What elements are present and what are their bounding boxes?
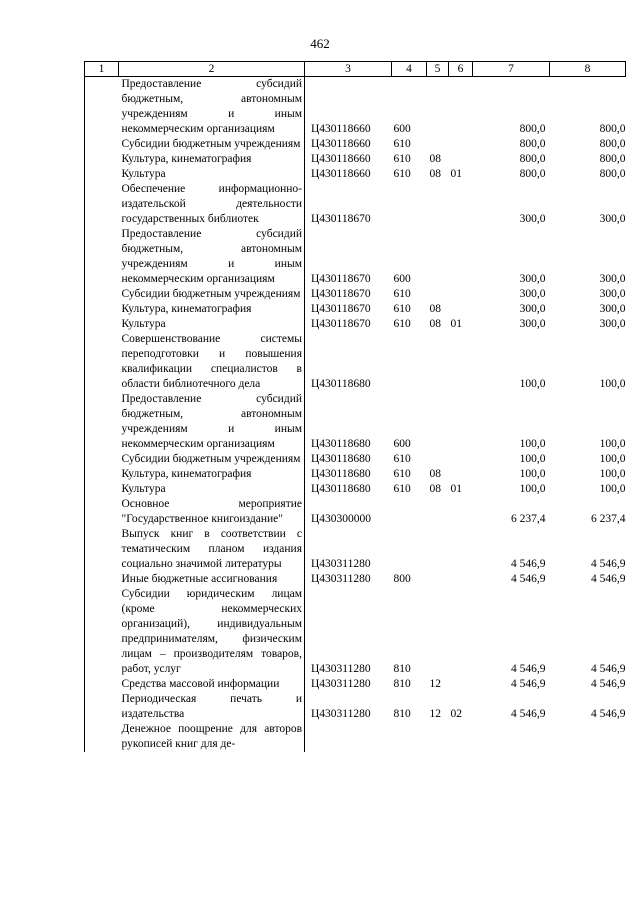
row-blank-cell — [85, 467, 119, 482]
row-name: Денежное поощрение для авторов рукописей книг для де- — [119, 722, 305, 752]
row-subsection — [449, 677, 473, 692]
row-blank-cell — [85, 452, 119, 467]
row-target-code: Ц430118680 — [311, 453, 371, 465]
row-subsection: 02 — [450, 708, 462, 720]
row-expense-type — [392, 182, 427, 227]
row-name: Субсидии бюджетным учреждениям — [119, 137, 305, 152]
row-blank-cell — [85, 227, 119, 287]
row-expense-type: 610 — [393, 288, 411, 300]
row-amount-col8 — [550, 722, 626, 752]
row-blank-cell — [85, 182, 119, 227]
budget-table — [84, 61, 626, 752]
row-subsection — [449, 587, 473, 677]
row-target-code: Ц430311280 — [311, 708, 371, 720]
table-row — [85, 587, 626, 677]
table-row — [85, 527, 626, 572]
row-section — [427, 392, 449, 452]
row-amount-col7: 800,0 — [519, 123, 546, 135]
header-col-4: 4 — [392, 62, 427, 77]
row-amount-col7: 4 546,9 — [511, 708, 546, 720]
row-expense-type: 600 — [393, 123, 411, 135]
row-name: Основное мероприятие "Государственное книгоиздание" — [119, 497, 305, 527]
row-subsection — [449, 497, 473, 527]
row-amount-col8: 6 237,4 — [591, 513, 626, 525]
row-amount-col7: 4 546,9 — [511, 678, 546, 690]
row-expense-type — [392, 722, 427, 752]
row-amount-col7: 4 546,9 — [511, 663, 546, 675]
row-subsection — [449, 332, 473, 392]
row-amount-col8: 300,0 — [599, 288, 626, 300]
table-row — [85, 692, 626, 722]
table-row — [85, 572, 626, 587]
row-target-code: Ц430118660 — [311, 153, 371, 165]
row-subsection: 01 — [450, 168, 462, 180]
row-blank-cell — [85, 167, 119, 182]
row-name: Культура — [119, 482, 305, 497]
table-row — [85, 317, 626, 332]
row-target-code: Ц430311280 — [311, 663, 371, 675]
row-blank-cell — [85, 302, 119, 317]
row-section — [427, 332, 449, 392]
row-name: Субсидии юридическим лицам (кроме некоммерческих организаций), индивидуальным предпринимателям, физическим лицам – производителям товаров, работ, услуг — [119, 587, 305, 677]
row-expense-type — [392, 527, 427, 572]
row-name: Иные бюджетные ассигнования — [119, 572, 305, 587]
row-blank-cell — [85, 332, 119, 392]
row-amount-col8: 4 546,9 — [591, 708, 626, 720]
row-target-code: Ц430311280 — [311, 678, 371, 690]
page-number: 462 — [310, 36, 330, 51]
row-subsection — [449, 392, 473, 452]
row-amount-col7: 300,0 — [519, 318, 546, 330]
row-name: Периодическая печать и издательства — [119, 692, 305, 722]
row-name: Предоставление субсидий бюджетным, автономным учреждениям и иным некоммерческим организациям — [119, 77, 305, 138]
table-row — [85, 167, 626, 182]
row-name: Культура, кинематография — [119, 152, 305, 167]
row-amount-col8: 800,0 — [599, 168, 626, 180]
table-row — [85, 287, 626, 302]
header-col-1: 1 — [85, 62, 119, 77]
row-subsection — [449, 722, 473, 752]
row-section — [427, 227, 449, 287]
row-name: Культура, кинематография — [119, 302, 305, 317]
table-row — [85, 497, 626, 527]
row-amount-col7: 4 546,9 — [511, 558, 546, 570]
row-section: 12 — [429, 678, 441, 690]
row-amount-col8: 4 546,9 — [591, 558, 626, 570]
row-blank-cell — [85, 587, 119, 677]
row-target-code: Ц430311280 — [311, 573, 371, 585]
row-subsection — [449, 527, 473, 572]
row-expense-type: 610 — [393, 303, 411, 315]
row-name: Субсидии бюджетным учреждениям — [119, 452, 305, 467]
row-amount-col7: 800,0 — [519, 168, 546, 180]
row-amount-col8: 100,0 — [599, 483, 626, 495]
row-blank-cell — [85, 722, 119, 752]
header-col-3: 3 — [305, 62, 392, 77]
header-col-5: 5 — [427, 62, 449, 77]
table-row — [85, 677, 626, 692]
row-target-code: Ц430311280 — [311, 558, 371, 570]
row-name: Культура — [119, 317, 305, 332]
row-name: Обеспечение информационно-издательской деятельности государственных библиотек — [119, 182, 305, 227]
row-expense-type: 600 — [393, 438, 411, 450]
row-target-code: Ц430300000 — [311, 513, 372, 525]
row-section — [427, 287, 449, 302]
row-amount-col8: 300,0 — [599, 213, 626, 225]
row-amount-col8: 800,0 — [599, 153, 626, 165]
row-expense-type: 610 — [393, 138, 411, 150]
row-name: Предоставление субсидий бюджетным, автономным учреждениям и иным некоммерческим организациям — [119, 227, 305, 287]
row-name: Совершенствование системы переподготовки и повышения квалификации специалистов в области библиотечного дела — [119, 332, 305, 392]
table-row — [85, 152, 626, 167]
row-blank-cell — [85, 137, 119, 152]
row-blank-cell — [85, 152, 119, 167]
row-section — [427, 497, 449, 527]
row-amount-col8: 4 546,9 — [591, 663, 626, 675]
row-amount-col7: 4 546,9 — [511, 573, 546, 585]
row-amount-col8: 100,0 — [599, 378, 626, 390]
header-col-2: 2 — [119, 62, 305, 77]
row-section — [427, 452, 449, 467]
row-amount-col8: 300,0 — [599, 303, 626, 315]
row-amount-col7: 6 237,4 — [511, 513, 546, 525]
row-subsection — [449, 227, 473, 287]
row-amount-col7: 300,0 — [519, 273, 546, 285]
row-amount-col8: 100,0 — [599, 453, 626, 465]
row-expense-type: 610 — [393, 468, 411, 480]
row-target-code: Ц430118670 — [311, 213, 371, 225]
row-subsection — [449, 152, 473, 167]
row-name: Предоставление субсидий бюджетным, автономным учреждениям и иным некоммерческим организациям — [119, 392, 305, 452]
row-amount-col7: 800,0 — [519, 153, 546, 165]
row-section — [427, 572, 449, 587]
row-subsection — [449, 302, 473, 317]
table-row — [85, 722, 626, 752]
row-subsection — [449, 77, 473, 138]
row-blank-cell — [85, 677, 119, 692]
row-expense-type: 610 — [393, 318, 411, 330]
row-amount-col7: 300,0 — [519, 213, 546, 225]
row-blank-cell — [85, 572, 119, 587]
row-target-code — [305, 722, 392, 752]
row-amount-col7: 100,0 — [519, 378, 546, 390]
row-target-code: Ц430118670 — [311, 303, 371, 315]
row-subsection — [449, 182, 473, 227]
row-target-code: Ц430118670 — [311, 318, 371, 330]
row-blank-cell — [85, 287, 119, 302]
row-blank-cell — [85, 392, 119, 452]
row-expense-type: 600 — [393, 273, 411, 285]
row-amount-col7: 100,0 — [519, 453, 546, 465]
row-blank-cell — [85, 497, 119, 527]
table-row — [85, 137, 626, 152]
table-row — [85, 392, 626, 452]
row-subsection — [449, 287, 473, 302]
row-subsection: 01 — [450, 318, 462, 330]
row-amount-col7: 300,0 — [519, 288, 546, 300]
row-amount-col8: 300,0 — [599, 273, 626, 285]
row-expense-type — [392, 332, 427, 392]
row-name: Субсидии бюджетным учреждениям — [119, 287, 305, 302]
table-row — [85, 467, 626, 482]
table-row — [85, 182, 626, 227]
row-amount-col7: 800,0 — [519, 138, 546, 150]
row-amount-col8: 100,0 — [599, 438, 626, 450]
row-section — [427, 527, 449, 572]
row-name: Средства массовой информации — [119, 677, 305, 692]
row-target-code: Ц430118670 — [311, 273, 371, 285]
row-section: 08 — [429, 318, 441, 330]
row-target-code: Ц430118670 — [311, 288, 371, 300]
row-expense-type: 610 — [393, 153, 411, 165]
row-expense-type: 810 — [393, 678, 411, 690]
row-amount-col7: 100,0 — [519, 438, 546, 450]
row-subsection: 01 — [450, 483, 462, 495]
table-row — [85, 302, 626, 317]
row-expense-type: 810 — [393, 708, 411, 720]
row-blank-cell — [85, 692, 119, 722]
header-col-8: 8 — [550, 62, 626, 77]
row-expense-type: 610 — [393, 168, 411, 180]
row-blank-cell — [85, 482, 119, 497]
row-target-code: Ц430118680 — [311, 483, 371, 495]
row-section — [427, 722, 449, 752]
row-section: 12 — [429, 708, 441, 720]
row-name: Культура, кинематография — [119, 467, 305, 482]
row-section: 08 — [429, 303, 441, 315]
row-expense-type: 610 — [393, 483, 411, 495]
row-amount-col7: 100,0 — [519, 483, 546, 495]
row-subsection — [449, 452, 473, 467]
row-name: Выпуск книг в соответствии с тематическим планом издания социально значимой литературы — [119, 527, 305, 572]
header-row — [85, 62, 626, 77]
row-amount-col7: 300,0 — [519, 303, 546, 315]
row-target-code: Ц430118680 — [311, 438, 371, 450]
row-section: 08 — [429, 483, 441, 495]
table-row — [85, 482, 626, 497]
row-target-code: Ц430118660 — [311, 168, 371, 180]
row-amount-col8: 100,0 — [599, 468, 626, 480]
row-blank-cell — [85, 317, 119, 332]
row-section — [427, 137, 449, 152]
row-section — [427, 77, 449, 138]
table-row — [85, 332, 626, 392]
row-expense-type: 810 — [393, 663, 411, 675]
row-amount-col8: 4 546,9 — [591, 573, 626, 585]
row-name: Культура — [119, 167, 305, 182]
row-amount-col8: 800,0 — [599, 123, 626, 135]
table-row — [85, 77, 626, 138]
row-subsection — [449, 572, 473, 587]
row-target-code: Ц430118660 — [311, 138, 371, 150]
row-subsection — [449, 467, 473, 482]
row-target-code: Ц430118660 — [311, 123, 371, 135]
row-amount-col7 — [473, 722, 550, 752]
row-section: 08 — [429, 468, 441, 480]
row-subsection — [449, 137, 473, 152]
table-row — [85, 452, 626, 467]
row-expense-type: 610 — [393, 453, 411, 465]
row-blank-cell — [85, 527, 119, 572]
header-col-6: 6 — [449, 62, 473, 77]
row-amount-col7: 100,0 — [519, 468, 546, 480]
table-body — [85, 77, 626, 753]
row-expense-type — [392, 497, 427, 527]
row-amount-col8: 300,0 — [599, 318, 626, 330]
row-amount-col8: 800,0 — [599, 138, 626, 150]
row-expense-type: 800 — [393, 573, 411, 585]
row-target-code: Ц430118680 — [311, 468, 371, 480]
header-col-7: 7 — [473, 62, 550, 77]
row-section: 08 — [429, 168, 441, 180]
row-blank-cell — [85, 77, 119, 138]
row-target-code: Ц430118680 — [311, 378, 371, 390]
row-section — [427, 587, 449, 677]
table-row — [85, 227, 626, 287]
row-amount-col8: 4 546,9 — [591, 678, 626, 690]
row-section — [427, 182, 449, 227]
row-section: 08 — [429, 153, 441, 165]
